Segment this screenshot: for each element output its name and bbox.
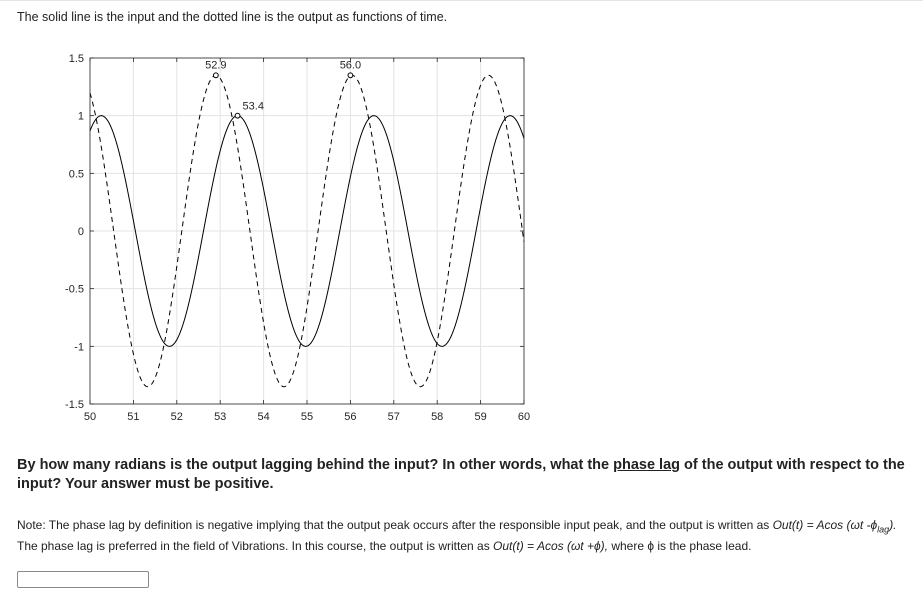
x-tick-label: 55 — [300, 411, 314, 423]
y-tick-label: -1 — [74, 341, 84, 354]
y-tick-label: 1 — [77, 110, 84, 123]
y-tick-label: -0.5 — [65, 283, 84, 296]
note-text-3: where ϕ is the phase lead. — [607, 538, 752, 553]
note-text-1: Note: The phase lag by definition is negative implying that the output peak occurs after the responsible input peak, and the output is written as — [17, 518, 773, 532]
annotation-label: 56.0 — [339, 59, 362, 72]
x-tick-label: 53 — [214, 411, 227, 423]
annotation-label: 53.4 — [242, 100, 264, 113]
phase-lag-link[interactable]: phase lag — [613, 457, 681, 473]
annotation-label: 52.9 — [205, 59, 227, 72]
answer-input[interactable] — [17, 571, 149, 588]
annotation-marker — [348, 73, 353, 78]
note-text-2: The phase lag is preferred in the field of Vibrations. In this course, the output is written as — [17, 538, 494, 553]
x-tick-label: 50 — [83, 411, 97, 423]
note-text — [17, 517, 907, 554]
intro-text: The solid line is the input and the dotted line is the output as functions of time. — [17, 10, 448, 24]
x-tick-label: 56 — [344, 411, 357, 423]
y-tick-label: 1.5 — [68, 53, 84, 65]
y-tick-label: 0 — [77, 226, 84, 238]
y-tick-label: 0.5 — [68, 168, 84, 181]
note-formula-1-sub: lag — [877, 524, 890, 535]
annotation-marker — [213, 73, 218, 78]
annotation-marker — [235, 113, 240, 118]
note-formula-1-main: Out(t) = Acos (ωt -ϕ — [772, 518, 878, 532]
note-formula-2: Out(t) = Acos (ωt +ϕ), — [493, 538, 608, 553]
x-tick-label: 60 — [517, 411, 531, 423]
x-tick-label: 52 — [170, 411, 183, 423]
x-tick-label: 57 — [387, 411, 400, 423]
x-tick-label: 51 — [127, 411, 140, 423]
note-formula-1 — [772, 518, 897, 535]
question-text — [17, 456, 907, 494]
x-tick-label: 59 — [474, 411, 487, 423]
x-tick-label: 54 — [257, 411, 270, 423]
x-tick-label: 58 — [431, 411, 444, 423]
note-formula-1-end: ). — [889, 518, 897, 532]
question-part-1: By how many radians is the output lagging behind the input? In other words, what the — [17, 457, 614, 473]
y-tick-label: -1.5 — [65, 399, 84, 411]
question-part-2: of the output with respect to the input? Your answer must be positive. — [17, 457, 905, 492]
